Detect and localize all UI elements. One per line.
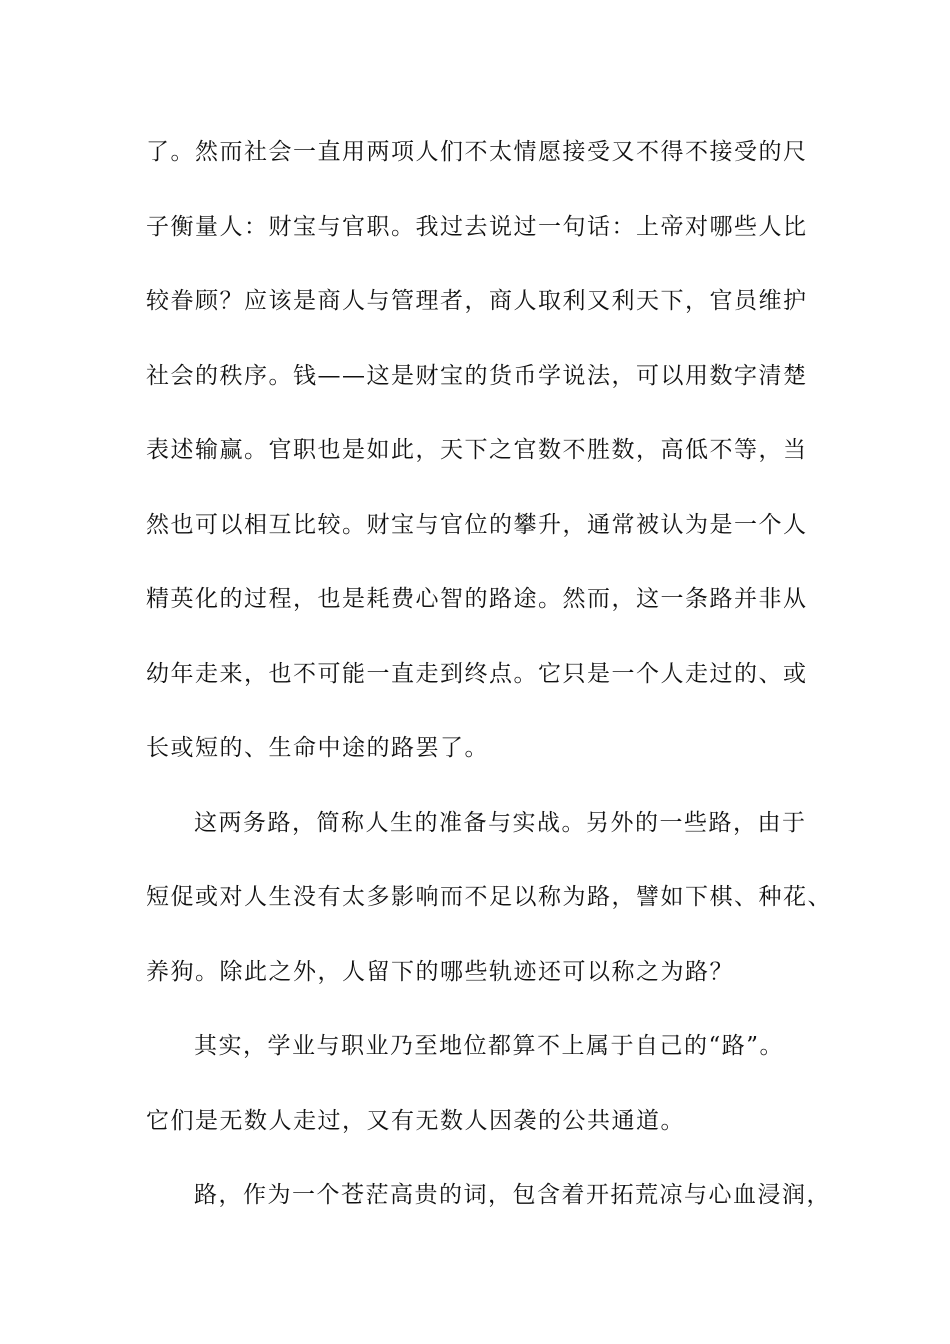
paragraph-start-line: 其实，学业与职业乃至地位都算不上属于自己的“路”。 <box>194 1033 785 1059</box>
text-line: 精英化的过程，也是耗费心智的路途。然而，这一条路并非从 <box>146 586 808 612</box>
paragraph-start-line: 路，作为一个苍茫高贵的词，包含着开拓荒凉与心血浸润， <box>194 1182 831 1208</box>
text-line: 然也可以相互比较。财宝与官位的攀升，通常被认为是一个人 <box>146 511 808 538</box>
text-line: 养狗。除此之外，人留下的哪些轨迹还可以称之为路？ <box>146 958 734 985</box>
text-line: 子衡量人：财宝与官职。我过去说过一句话：上帝对哪些人比 <box>146 213 808 240</box>
text-line: 幼年走来，也不可能一直走到终点。它只是一个人走过的、或 <box>146 660 808 687</box>
text-line: 短促或对人生没有太多影响而不足以称为路，譬如下棋、种花、 <box>146 884 832 910</box>
text-line: 较眷顾？应该是商人与管理者，商人取利又利天下，官员维护 <box>146 288 808 314</box>
text-line: 社会的秩序。钱——这是财宝的货币学说法，可以用数字清楚 <box>146 362 808 389</box>
document-body <box>146 122 832 1240</box>
text-line: 了。然而社会一直用两项人们不太情愿接受又不得不接受的尺 <box>146 139 808 165</box>
text-line: 表述输赢。官职也是如此，天下之官数不胜数，高低不等，当 <box>146 437 808 463</box>
text-line: 长或短的、生命中途的路罢了。 <box>146 735 489 761</box>
paragraph-start-line: 这两务路，简称人生的准备与实战。另外的一些路，由于 <box>194 809 807 836</box>
text-line: 它们是无数人走过，又有无数人因袭的公共通道。 <box>146 1107 685 1134</box>
